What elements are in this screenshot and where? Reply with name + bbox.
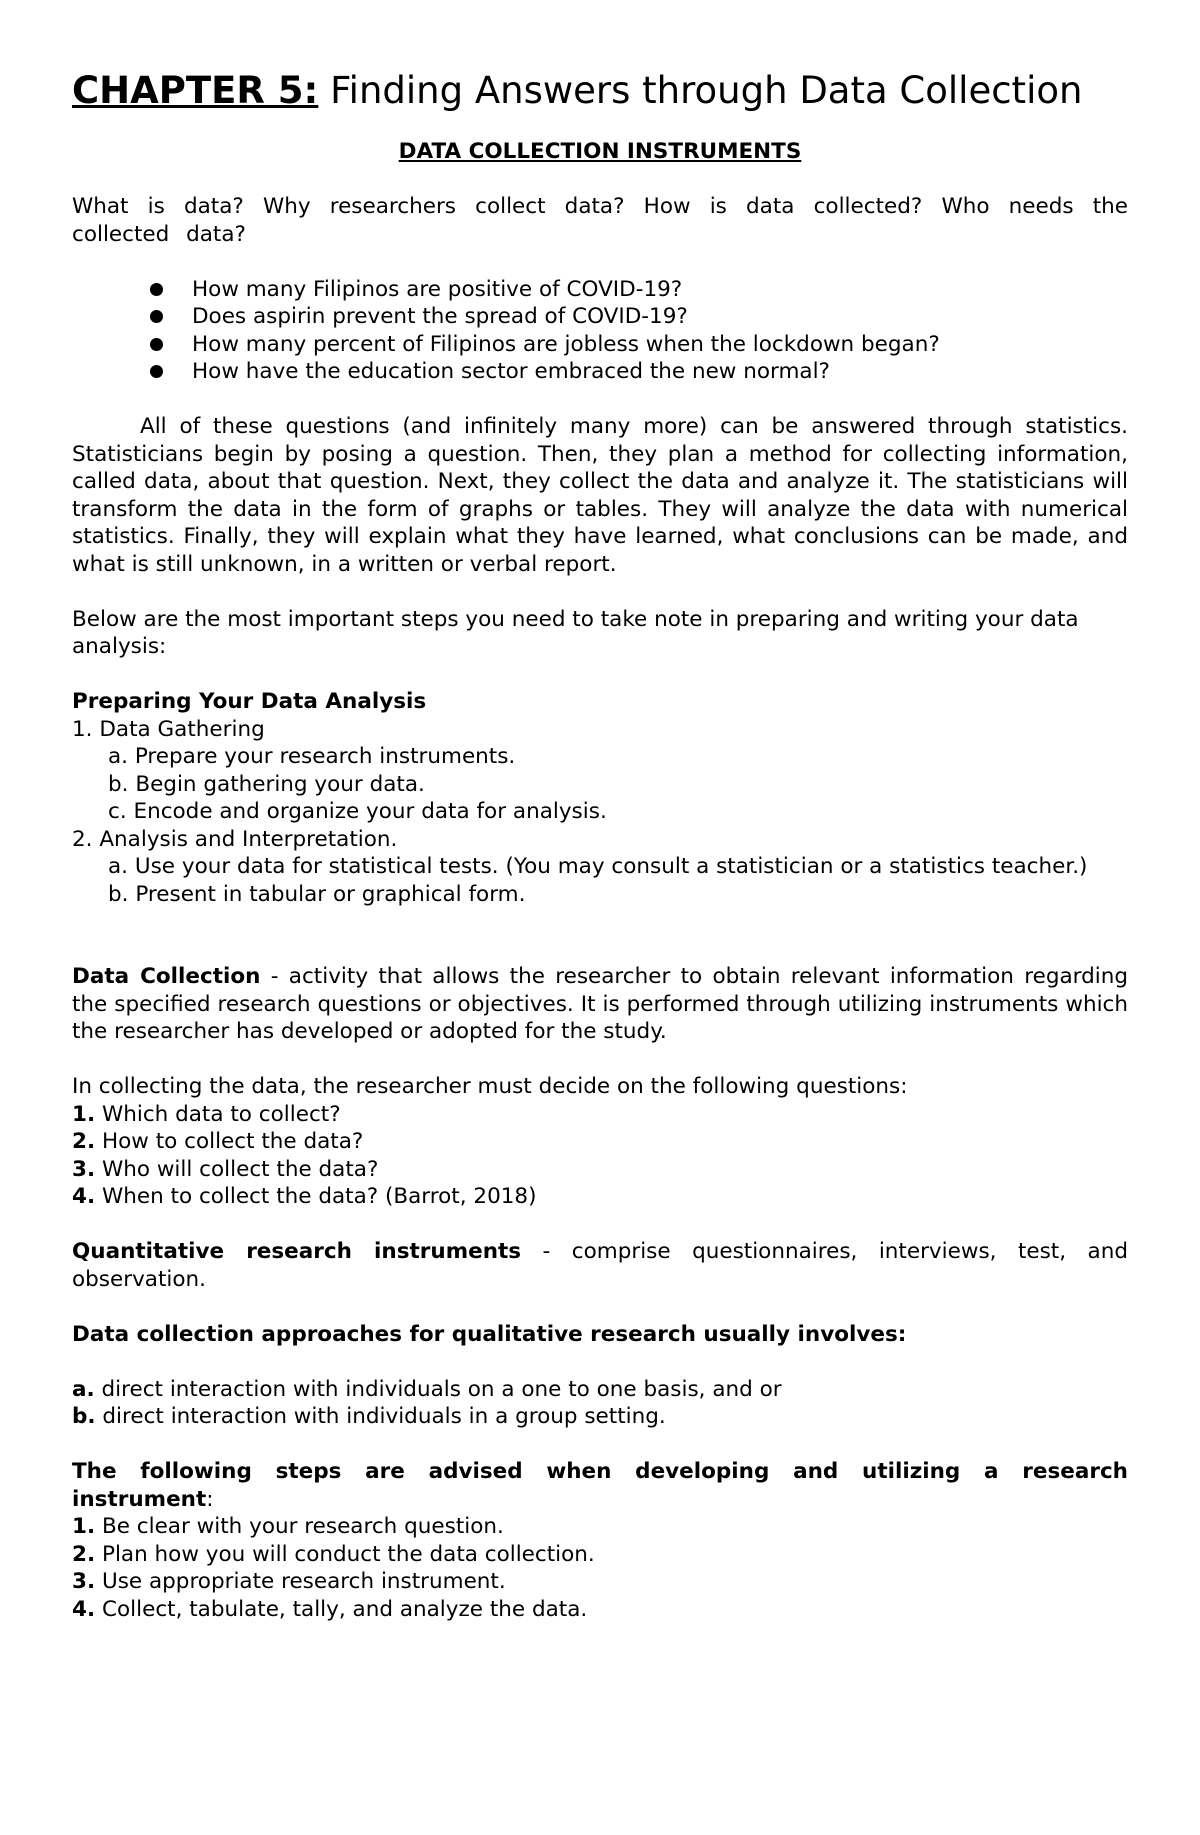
item-text: direct interaction with individuals on a one to one basis, and or (94, 1376, 782, 1402)
item-text: Use appropriate research instrument. (95, 1569, 506, 1594)
item-text: How to collect the data? (95, 1129, 364, 1154)
section-heading: DATA COLLECTION INSTRUMENTS (398, 139, 802, 164)
sub-step: a. Prepare your research instruments. (108, 744, 516, 769)
data-collection-text: - activity that allows the researcher to obtain relevant information regarding the specified research questions or objectives. It is performed through utilizing instruments which the researcher has developed or adopted for the study. (72, 964, 1128, 1044)
instrument-steps-title: The following steps are advised when developing and utilizing a research instrument (72, 1459, 1128, 1512)
item-number: 1. (72, 1101, 96, 1127)
spacer (72, 578, 1128, 606)
item-number: 1. (72, 1514, 96, 1539)
qualitative-item (72, 1376, 1128, 1404)
collecting-intro: In collecting the data, the researcher must decide on the following questions: (72, 1074, 908, 1099)
step-data-gathering: 1. Data Gathering (72, 716, 265, 742)
collecting-item (72, 1156, 1128, 1184)
bullet-item: How many percent of Filipinos are jobless when the lockdown began? (150, 331, 1128, 359)
spacer (72, 936, 1128, 964)
sub-step: a. Use your data for statistical tests. (You may consult a statistician or a statistics teacher.) (108, 854, 1088, 879)
bullet-item: How many Filipinos are positive of COVID-19? (150, 276, 1128, 304)
item-number: 4. (72, 1596, 96, 1622)
qualitative-item (72, 1403, 1128, 1431)
item-letter: b. (72, 1404, 96, 1429)
item-number: 2. (72, 1541, 96, 1567)
heading-colon: : (206, 1486, 214, 1512)
statistics-paragraph: All of these questions (and infinitely many more) can be answered through statistics. Statisticians begin by posing a question. Then, they plan a method for collecting information, called data, about that question. Next, they collect the data and analyze it. The statisticians will transform the data in the form of graphs or tables. They will analyze the data with numerical statistics. Finally, they will explain what they have learned, what conclusions can be made, and what is still unknown, in a written or verbal report. (72, 414, 1128, 577)
item-text: Which data to collect? (95, 1101, 341, 1127)
collecting-item (72, 1183, 1128, 1211)
bullet-item: Does aspirin prevent the spread of COVID-19? (150, 303, 1128, 331)
item-number: 3. (72, 1569, 96, 1594)
item-number: 3. (72, 1156, 96, 1182)
spacer (72, 1348, 1128, 1376)
step-analysis: 2. Analysis and Interpretation. (72, 826, 398, 852)
question-bullet-list (72, 276, 1128, 386)
quantitative-definition (72, 1238, 1128, 1293)
spacer (72, 166, 1128, 194)
spacer (72, 1293, 1128, 1321)
spacer (72, 1431, 1128, 1459)
item-text: When to collect the data? (Barrot, 2018) (95, 1184, 537, 1209)
spacer (72, 908, 1128, 936)
item-text: direct interaction with individuals in a group setting. (95, 1404, 666, 1429)
chapter-label: CHAPTER 5: (72, 69, 319, 112)
qualitative-heading: Data collection approaches for qualitative research usually involves: (72, 1321, 907, 1347)
spacer (72, 248, 1128, 276)
instrument-step (72, 1596, 1128, 1624)
data-collection-term: Data Collection (72, 964, 261, 989)
spacer (72, 386, 1128, 414)
preparing-heading: Preparing Your Data Analysis (72, 689, 427, 714)
item-text: Who will collect the data? (95, 1156, 379, 1182)
item-number: 2. (72, 1129, 96, 1154)
quantitative-text: - comprise questionnaires, interviews, test, and observation. (72, 1239, 1128, 1292)
item-text: Be clear with your research question. (95, 1514, 504, 1539)
spacer (72, 1046, 1128, 1074)
item-text: Collect, tabulate, tally, and analyze the data. (95, 1596, 588, 1622)
quantitative-term: Quantitative research instruments (72, 1239, 522, 1264)
instrument-step (72, 1513, 1128, 1541)
steps-intro: Below are the most important steps you need to take note in preparing and writing your data analysis: (72, 606, 1079, 659)
intro-questions: What is data? Why researchers collect data? How is data collected? Who needs the collected data? (72, 194, 1128, 247)
chapter-title-text: Finding Answers through Data Collection (318, 69, 1083, 112)
sub-step: b. Begin gathering your data. (108, 771, 425, 797)
instrument-step (72, 1568, 1128, 1596)
sub-step: c. Encode and organize your data for analysis. (108, 799, 607, 824)
instrument-step (72, 1541, 1128, 1569)
bullet-item: How have the education sector embraced the new normal? (150, 358, 1128, 386)
item-text: Plan how you will conduct the data collection. (95, 1541, 595, 1567)
collecting-item (72, 1101, 1128, 1129)
spacer (72, 1211, 1128, 1239)
chapter-title (72, 68, 1128, 114)
item-number: 4. (72, 1184, 96, 1209)
collecting-item (72, 1128, 1128, 1156)
sub-step: b. Present in tabular or graphical form. (108, 881, 526, 907)
item-letter: a. (72, 1376, 95, 1402)
instrument-steps-heading (72, 1458, 1128, 1513)
spacer (72, 661, 1128, 689)
data-collection-definition (72, 963, 1128, 1046)
